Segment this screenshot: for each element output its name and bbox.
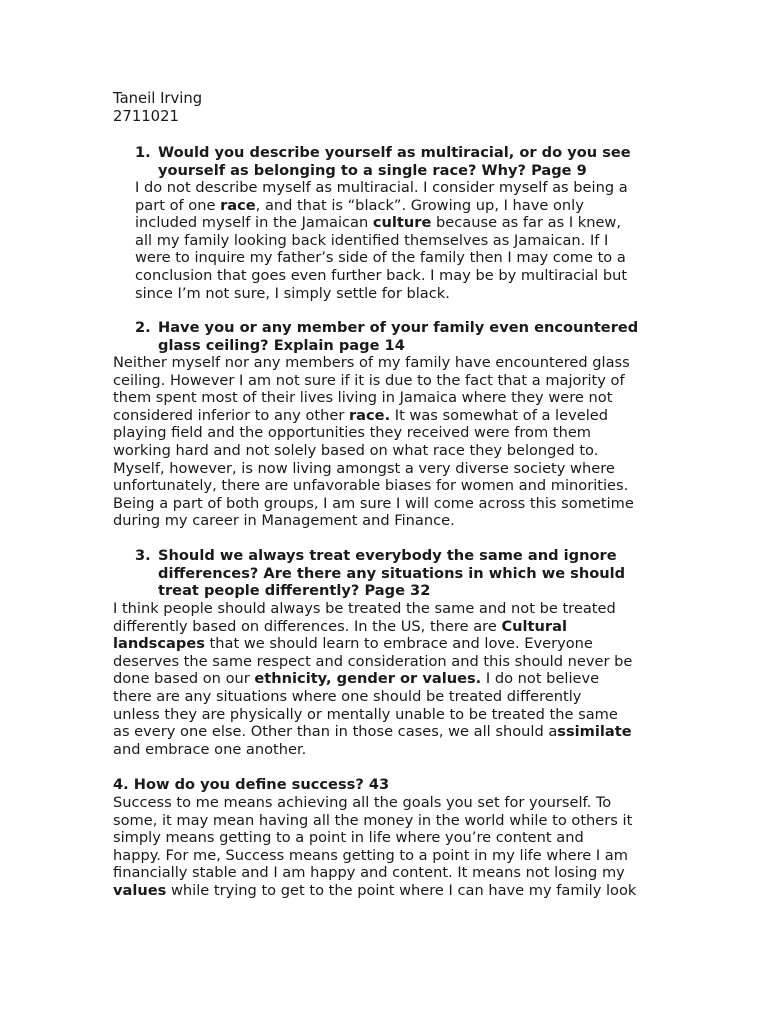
answer-text: I think people should always be treated the same and not be treated xyxy=(113,600,616,617)
bold-term: Cultural xyxy=(501,617,567,635)
answer-text: simply means getting to a point in life where you’re content and xyxy=(113,829,584,847)
question-2 xyxy=(135,319,638,354)
answer-text: financially stable and I am happy and content. It means not losing my xyxy=(113,864,625,882)
question-number: 1. xyxy=(135,144,151,161)
answer-line xyxy=(135,232,628,250)
answer-line xyxy=(113,706,632,724)
answer-text: since I’m not sure, I simply settle for black. xyxy=(135,284,450,302)
answer-text: deserves the same respect and consideration and this should never be xyxy=(113,652,633,670)
answer-text: happy. For me, Success means getting to a point in my life where I am xyxy=(113,846,628,864)
answer-text: considered inferior to any other xyxy=(113,406,349,424)
answer-2 xyxy=(113,354,634,530)
answer-text: all my family looking back identified themselves as Jamaican. If I xyxy=(135,231,609,249)
author-name: Taneil Irving xyxy=(113,90,203,107)
answer-line xyxy=(113,688,632,706)
answer-line xyxy=(113,723,632,741)
answer-line xyxy=(113,424,634,442)
answer-text: and embrace one another. xyxy=(113,740,307,758)
answer-line xyxy=(113,670,632,688)
answer-text: were to inquire my father’s side of the family then I may come to a xyxy=(135,249,626,267)
answer-text: unless they are physically or mentally unable to be treated the same xyxy=(113,705,618,723)
answer-line xyxy=(113,635,632,653)
answer-line xyxy=(113,829,636,847)
answer-text: some, it may mean having all the money in the world while to others it xyxy=(113,811,633,829)
answer-text: I do not describe myself as multiracial. I consider myself as being a xyxy=(135,179,628,196)
answer-line xyxy=(113,372,634,390)
answer-line xyxy=(135,214,628,232)
answer-1 xyxy=(135,179,628,302)
answer-text: while trying to get to the point where I can have my family look xyxy=(166,881,637,899)
answer-4 xyxy=(113,794,636,900)
answer-line xyxy=(113,653,632,671)
answer-line xyxy=(135,197,628,215)
answer-line xyxy=(135,249,628,267)
question-line: glass ceiling? Explain page 14 xyxy=(158,336,405,354)
answer-text: included myself in the Jamaican xyxy=(135,214,373,232)
answer-text: working hard and not solely based on what race they belonged to. xyxy=(113,441,599,459)
answer-line xyxy=(113,407,634,425)
bold-term: culture xyxy=(372,214,432,232)
answer-text: unfortunately, there are unfavorable biases for women and minorities. xyxy=(113,477,629,495)
answer-3 xyxy=(113,600,632,758)
answer-line xyxy=(135,285,628,303)
question-line: treat people differently? Page 32 xyxy=(158,582,431,600)
bold-term: values xyxy=(113,881,167,899)
answer-text: I do not believe xyxy=(481,670,600,688)
answer-line xyxy=(113,477,634,495)
answer-text: ceiling. However I am not sure if it is due to the fact that a majority of xyxy=(113,371,625,389)
answer-line xyxy=(135,179,628,197)
answer-text: Myself, however, is now living amongst a very diverse society where xyxy=(113,459,615,477)
answer-line xyxy=(113,354,634,372)
answer-line xyxy=(113,495,634,513)
answer-line xyxy=(113,882,636,900)
question-line: Have you or any member of your family even encountered xyxy=(158,319,639,336)
answer-text: Neither myself nor any members of my family have encountered glass xyxy=(113,354,630,371)
answer-line xyxy=(113,600,632,618)
answer-text: there are any situations where one should be treated differently xyxy=(113,687,582,705)
answer-line xyxy=(113,794,636,812)
question-number: 2. xyxy=(135,319,151,336)
question-line: differences? Are there any situations in which we should xyxy=(158,564,626,582)
question-number: 3. xyxy=(135,547,151,564)
student-id: 2711021 xyxy=(113,107,179,125)
answer-text: Being a part of both groups, I am sure I will come across this sometime xyxy=(113,494,634,512)
answer-line xyxy=(113,460,634,478)
bold-term: race. xyxy=(348,406,391,424)
bold-term: ethnicity, gender or values. xyxy=(254,670,482,688)
answer-text: differently based on differences. In the US, there are xyxy=(113,617,502,635)
question-1 xyxy=(135,144,631,179)
question-line: 4. How do you define success? 43 xyxy=(113,776,390,793)
answer-text: as every one else. Other than in those cases, we all should a xyxy=(113,723,558,741)
answer-line xyxy=(113,847,636,865)
answer-line xyxy=(113,864,636,882)
question-3 xyxy=(135,547,625,600)
answer-text: conclusion that goes even further back. I may be by multiracial but xyxy=(135,266,628,284)
answer-text: part of one xyxy=(135,196,221,214)
answer-text: them spent most of their lives living in Jamaica where they were not xyxy=(113,389,613,407)
answer-text: during my career in Management and Finance. xyxy=(113,512,455,530)
answer-line xyxy=(113,741,632,759)
answer-text: because as far as I knew, xyxy=(431,214,622,232)
bold-term: landscapes xyxy=(113,635,205,653)
answer-line xyxy=(113,442,634,460)
answer-line xyxy=(113,389,634,407)
answer-line xyxy=(113,512,634,530)
question-line: yourself as belonging to a single race? Why? Page 9 xyxy=(158,161,587,179)
bold-term: race xyxy=(220,196,256,214)
answer-text: playing field and the opportunities they received were from them xyxy=(113,424,592,442)
answer-text: It was somewhat of a leveled xyxy=(390,406,608,424)
answer-text: done based on our xyxy=(113,670,255,688)
answer-text: that we should learn to embrace and love. Everyone xyxy=(204,635,593,653)
answer-text: , and that is “black”. Growing up, I have only xyxy=(255,196,584,214)
question-line: Should we always treat everybody the same and ignore xyxy=(158,547,617,564)
answer-line xyxy=(113,618,632,636)
question-line: Would you describe yourself as multiracial, or do you see xyxy=(158,144,631,161)
answer-line xyxy=(113,812,636,830)
document-header xyxy=(113,90,202,125)
answer-text: Success to me means achieving all the goals you set for yourself. To xyxy=(113,794,612,811)
answer-line xyxy=(135,267,628,285)
question-4 xyxy=(113,776,389,794)
bold-term: ssimilate xyxy=(557,723,632,741)
